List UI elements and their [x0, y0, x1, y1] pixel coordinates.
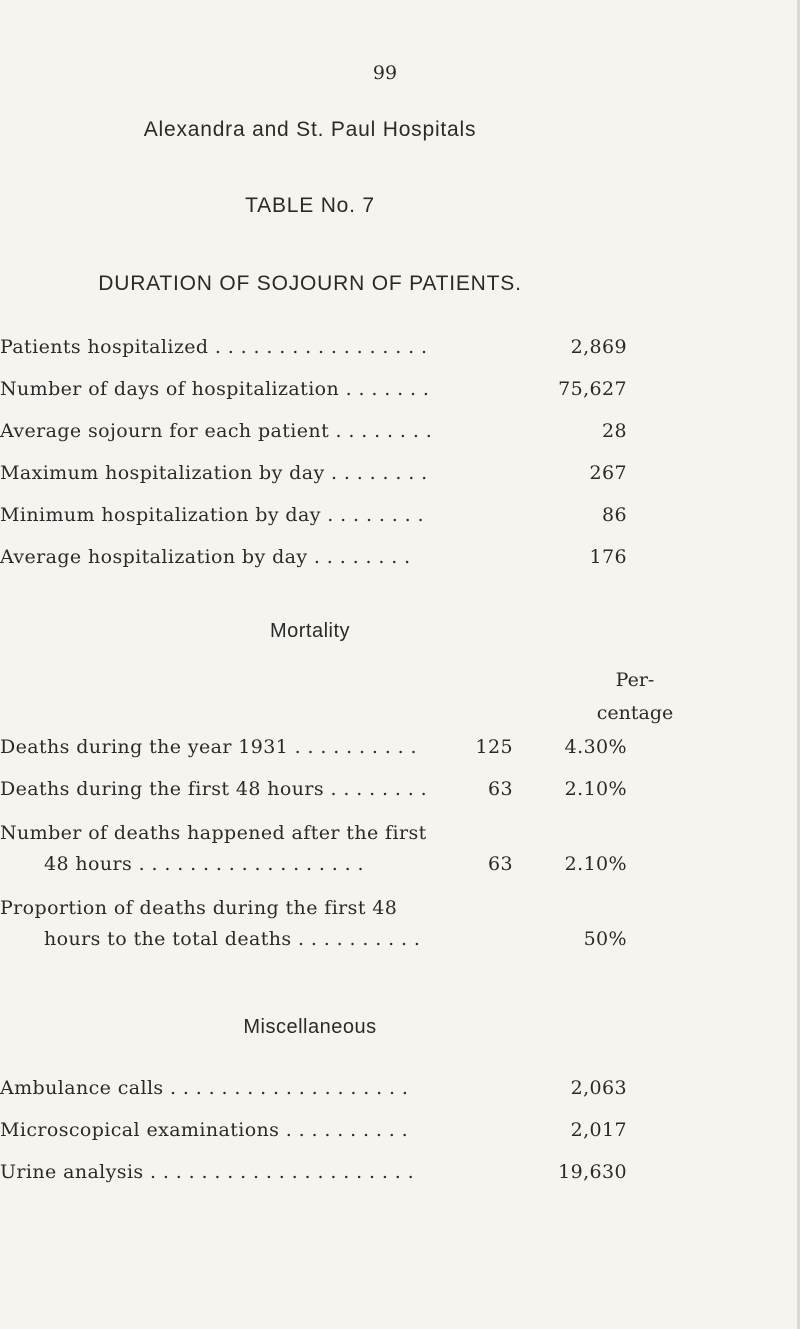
table-row [0, 504, 800, 534]
row-value: 176 [589, 546, 627, 568]
row-label: 48 hours . . . . . . . . . . . . . . . . . . [44, 853, 364, 875]
row-value: 19,630 [558, 1161, 627, 1183]
row-label: Minimum hospitalization by day . . . . . . . . [0, 504, 424, 526]
table-row [0, 736, 800, 766]
table-row [0, 897, 800, 927]
row-label: Maximum hospitalization by day . . . . . . . . [0, 462, 428, 484]
page-number: 99 [372, 62, 398, 84]
row-value: 28 [602, 420, 627, 442]
row-label: Number of deaths happened after the first [0, 822, 427, 844]
miscellaneous-title: Miscellaneous [243, 1016, 377, 1038]
percentage-header [560, 664, 710, 730]
row-label: Ambulance calls . . . . . . . . . . . . . . . . . . . [0, 1077, 409, 1099]
row-label: Average hospitalization by day . . . . . . . . [0, 546, 411, 568]
row-value: 75,627 [558, 378, 627, 400]
row-count: 125 [475, 736, 513, 758]
row-value: 86 [602, 504, 627, 526]
table-row [0, 1077, 800, 1107]
row-count: 63 [488, 853, 513, 875]
row-label: hours to the total deaths . . . . . . . . . . [44, 928, 421, 950]
table-row [0, 822, 800, 852]
row-label: Deaths during the year 1931 . . . . . . . . . . [0, 736, 417, 758]
table-row [0, 1161, 800, 1191]
table-row [0, 1119, 800, 1149]
row-percent: 4.30% [564, 736, 627, 758]
row-label: Proportion of deaths during the first 48 [0, 897, 398, 919]
row-label: Microscopical examinations . . . . . . . . . . [0, 1119, 409, 1141]
row-label: Urine analysis . . . . . . . . . . . . . . . . . . . . . [0, 1161, 415, 1183]
row-value: 2,017 [570, 1119, 627, 1141]
section-title: DURATION OF SOJOURN OF PATIENTS. [98, 272, 522, 295]
row-percent: 50% [583, 928, 627, 950]
table-row-continuation [0, 853, 800, 883]
table-row [0, 778, 800, 808]
table-row [0, 462, 800, 492]
percentage-header-line-1: Per- [615, 669, 655, 691]
percentage-header-line-2: centage [596, 702, 674, 724]
mortality-title: Mortality [269, 620, 351, 642]
row-value: 267 [589, 462, 627, 484]
table-row-continuation [0, 928, 800, 958]
row-percent: 2.10% [564, 853, 627, 875]
row-label: Deaths during the first 48 hours . . . . . . . . [0, 778, 428, 800]
row-count: 63 [488, 778, 513, 800]
table-row [0, 336, 800, 366]
hospital-title: Alexandra and St. Paul Hospitals [143, 118, 477, 141]
table-row [0, 546, 800, 576]
row-value: 2,063 [570, 1077, 627, 1099]
row-label: Patients hospitalized . . . . . . . . . . . . . . . . . [0, 336, 428, 358]
row-percent: 2.10% [564, 778, 627, 800]
row-label: Number of days of hospitalization . . . . . . . [0, 378, 430, 400]
table-title: TABLE No. 7 [245, 194, 375, 217]
table-row [0, 378, 800, 408]
row-label: Average sojourn for each patient . . . . . . . . [0, 420, 433, 442]
row-value: 2,869 [570, 336, 627, 358]
table-row [0, 420, 800, 450]
